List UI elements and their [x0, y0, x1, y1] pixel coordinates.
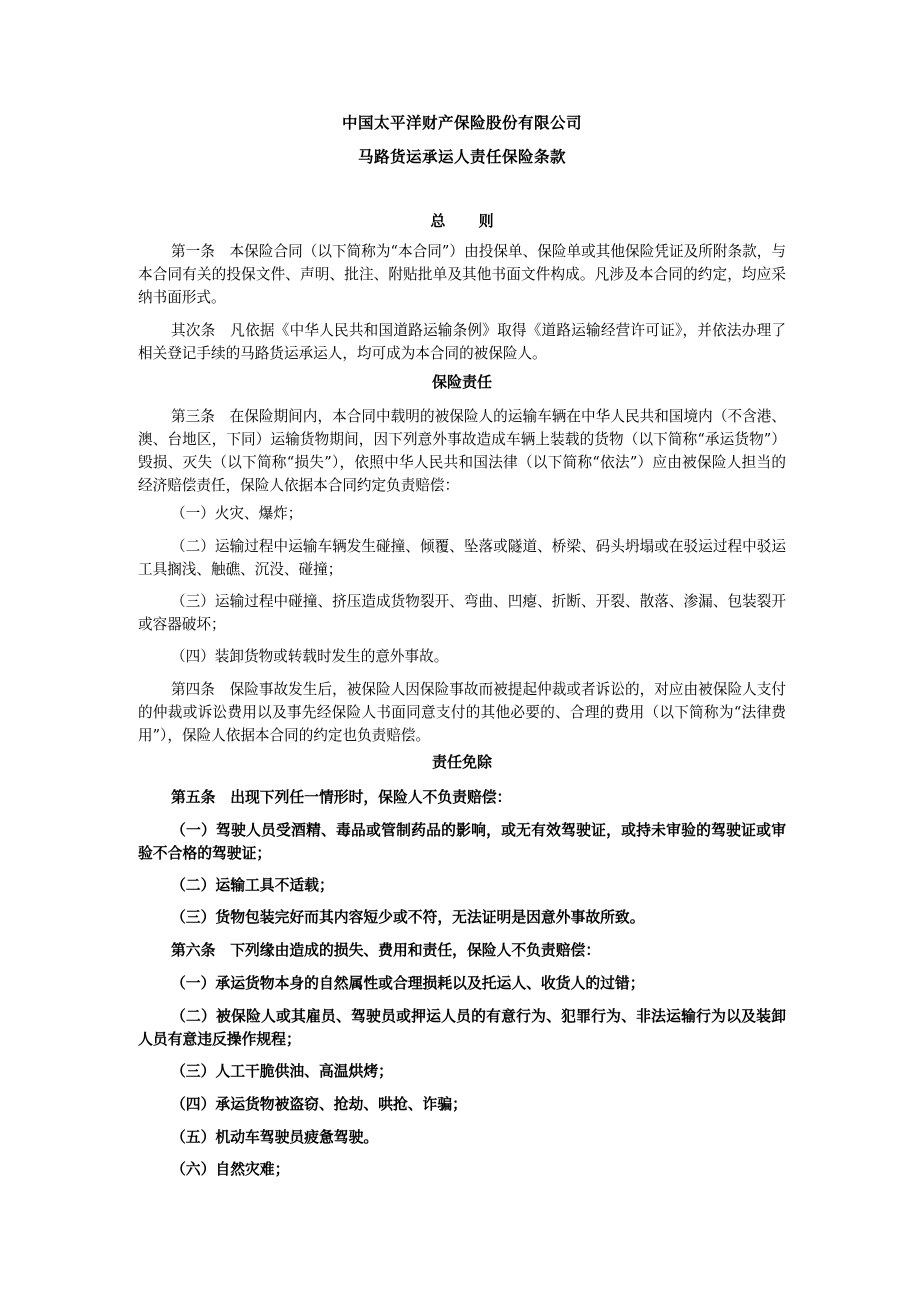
article-5-item-3: （三）货物包装完好而其内容短少或不符，无法证明是因意外事故所致。 — [171, 909, 645, 926]
article-5-item-1: （一）驾驶人员受酒精、毒品或管制药品的影响，或无有效驾驶证，或持未审验的驾驶证或审验不合格的驾驶证； — [138, 822, 786, 862]
article-2: 其次条 凡依据《中华人民共和国道路运输条例》取得《道路运输经营许可证》，并依法办理了相关登记手续的马路货运承运人，均可成为本合同的被保险人。 — [138, 322, 786, 362]
company-name: 中国太平洋财产保险股份有限公司 — [341, 114, 582, 132]
section-heading-general: 总 则 — [430, 212, 508, 230]
article-3-item-2: （二）运输过程中运输车辆发生碰撞、倾覆、坠落或隧道、桥梁、码头坍塌或在驳运过程中驳运工具搁浅、触礁、沉没、碰撞； — [138, 538, 786, 578]
article-6-item-4: （四）承运货物被盗窃、抢劫、哄抢、诈骗； — [171, 1096, 467, 1113]
article-5: 第五条 出现下列任一情形时，保险人不负责赔偿： — [171, 789, 512, 806]
section-heading-exclusions: 责任免除 — [431, 753, 492, 771]
article-6-item-5: （五）机动车驾驶员疲惫驾驶。 — [171, 1129, 379, 1146]
article-1: 第一条 本保险合同（以下简称为“本合同”）由投保单、保险单或其他保险凭证及所附条款，与本合同有关的投保文件、声明、批注、附贴批单及其他书面文件构成。凡涉及本合同的约定，均应采纳书面形式。 — [138, 243, 786, 306]
article-6: 第六条 下列缘由造成的损失、费用和责任，保险人不负责赔偿： — [171, 942, 601, 959]
article-3: 第三条 在保险期间内，本合同中载明的被保险人的运输车辆在中华人民共和国境内（不含港、澳、台地区，下同）运输货物期间，因下列意外事故造成车辆上装载的货物（以下简称“承运货物”）毁损、灭失（以下简称“损失”），依照中华人民共和国法律（以下简称“依法”）应由被保险人担当的经济赔偿责任，保险人依据本合同约定负责赔偿： — [138, 408, 786, 494]
article-5-item-2: （二）运输工具不适载； — [171, 877, 334, 894]
article-4: 第四条 保险事故发生后，被保险人因保险事故而被提起仲裁或者诉讼的，对应由被保险人支付的仲裁或诉讼费用以及事先经保险人书面同意支付的其他必要的、合理的费用（以下简称为“法律费用”），保险人依据本合同的约定也负责赔偿。 — [138, 681, 786, 744]
article-6-item-3: （三）人工干脆供油、高温烘烤； — [171, 1063, 393, 1080]
article-3-item-3: （三）运输过程中碰撞、挤压造成货物裂开、弯曲、凹瘪、折断、开裂、散落、渗漏、包装裂开或容器破坏； — [138, 593, 786, 633]
article-6-item-1: （一）承运货物本身的自然属性或合理损耗以及托运人、收货人的过错； — [171, 975, 645, 992]
article-3-item-4: （四）装卸货物或转载时发生的意外事故。 — [171, 648, 449, 665]
article-3-item-1: （一）火灾、爆炸； — [171, 505, 303, 522]
document-title: 马路货运承运人责任保险条款 — [357, 148, 566, 166]
article-6-item-6: （六）自然灾难； — [171, 1161, 290, 1178]
article-6-item-2: （二）被保险人或其雇员、驾驶员或押运人员的有意行为、犯罪行为、非法运输行为以及装卸人员有意违反操作规程； — [138, 1008, 786, 1048]
section-heading-liability: 保险责任 — [431, 373, 492, 391]
